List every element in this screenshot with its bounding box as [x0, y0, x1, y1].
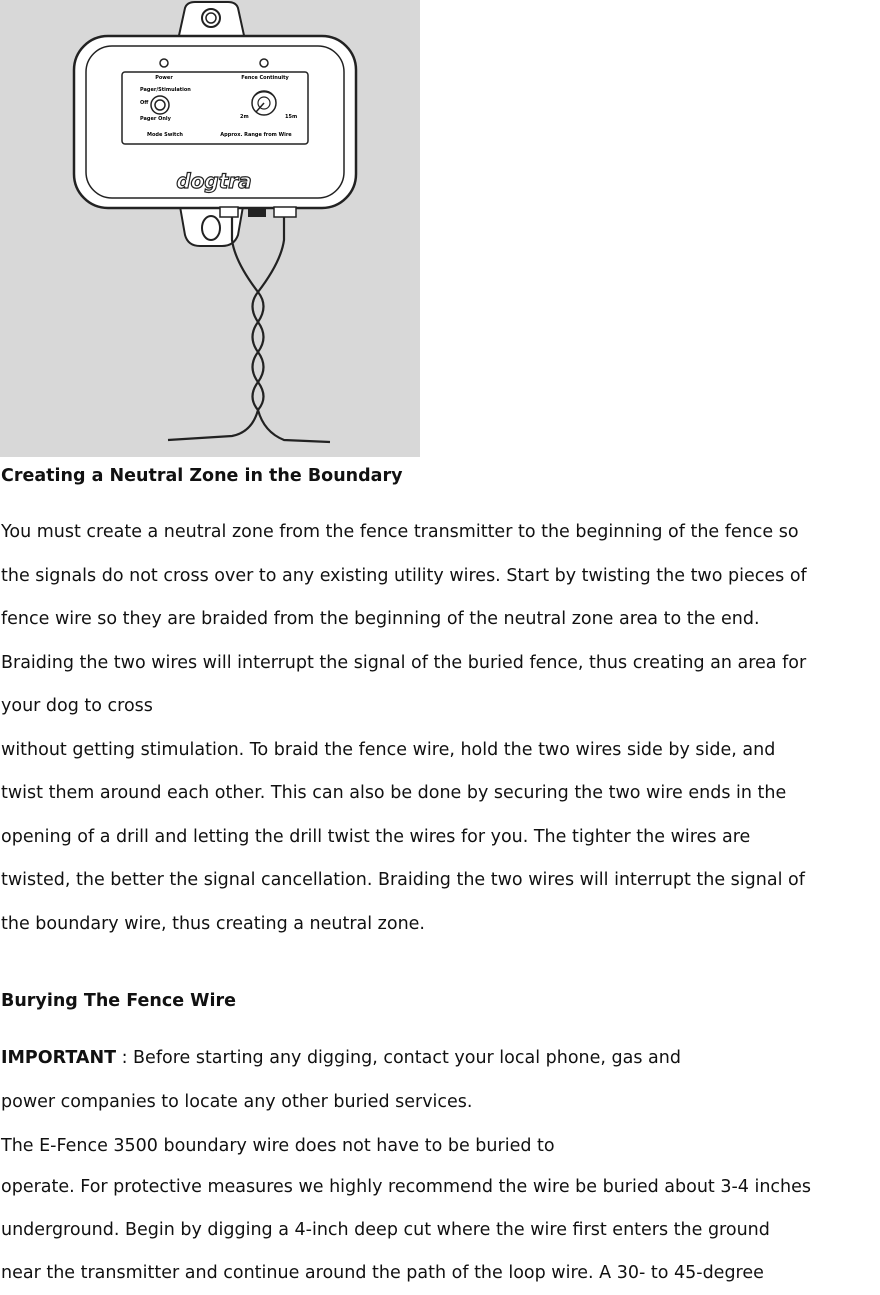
mode-switch-label: Mode Switch [147, 132, 183, 138]
paragraph-line: without getting stimulation. To braid the fence wire, hold the two wires side by side, and [1, 739, 776, 760]
paragraph-line: your dog to cross [1, 696, 153, 716]
range-max-label: 15m [285, 114, 298, 120]
power-label: Power [155, 75, 173, 81]
neutral-zone-paragraph [1, 511, 880, 946]
paragraph-line: operate. For protective measures we highly recommend the wire be buried about 3-4 inches [1, 1177, 812, 1197]
paragraph-line: the boundary wire, thus creating a neutral zone. [1, 913, 425, 934]
transmitter-illustration [0, 0, 420, 457]
range-min-label: 2m [240, 114, 249, 120]
brand-logo: dogtra [176, 169, 252, 193]
paragraph-line: twisted, the better the signal cancellation. Braiding the two wires will interrupt the signal of [1, 870, 805, 890]
continuity-led [260, 59, 268, 67]
paragraph-line: the signals do not cross over to any existing utility wires. Start by twisting the two pieces of [1, 565, 807, 586]
mode-pager-only-label: Pager Only [140, 116, 171, 122]
important-text: : Before starting any digging, contact your local phone, gas and [116, 1048, 681, 1068]
mode-off-label: Off [140, 100, 149, 106]
paragraph-line [1, 1036, 880, 1080]
paragraph-line: You must create a neutral zone from the fence transmitter to the beginning of the fence so [1, 522, 799, 542]
paragraph-line: Braiding the two wires will interrupt the signal of the buried fence, thus creating an area for [1, 652, 807, 673]
paragraph-line: power companies to locate any other buried services. [1, 1092, 473, 1112]
bottom-mount-hole [202, 216, 220, 240]
paragraph-line: underground. Begin by digging a 4-inch deep cut where the wire first enters the ground [1, 1220, 770, 1240]
section-heading-burying-wire: Burying The Fence Wire [1, 991, 236, 1011]
important-paragraph [1, 1036, 880, 1168]
braided-wire-left [168, 217, 258, 440]
mode-switch-knob [151, 96, 169, 114]
range-caption-label: Approx. Range from Wire [220, 132, 292, 138]
top-mount-hole [202, 9, 220, 27]
paragraph-line: fence wire so they are braided from the beginning of the neutral zone area to the end. [1, 609, 760, 629]
braided-wire-right [258, 217, 330, 442]
important-label: IMPORTANT [1, 1048, 117, 1068]
paragraph-line: The E-Fence 3500 boundary wire does not have to be buried to [1, 1136, 555, 1156]
paragraph-line: twist them around each other. This can also be done by securing the two wire ends in the [1, 783, 787, 803]
power-led [160, 59, 168, 67]
paragraph-line: near the transmitter and continue around the path of the loop wire. A 30- to 45-degree [1, 1263, 764, 1283]
burying-paragraph [1, 1166, 880, 1295]
paragraph-line: opening of a drill and letting the drill twist the wires for you. The tighter the wires are [1, 826, 751, 847]
fence-continuity-label: Fence Continuity [241, 75, 289, 81]
section-heading-neutral-zone: Creating a Neutral Zone in the Boundary [1, 466, 403, 486]
mode-pager-stim-label: Pager/Stimulation [140, 87, 191, 93]
